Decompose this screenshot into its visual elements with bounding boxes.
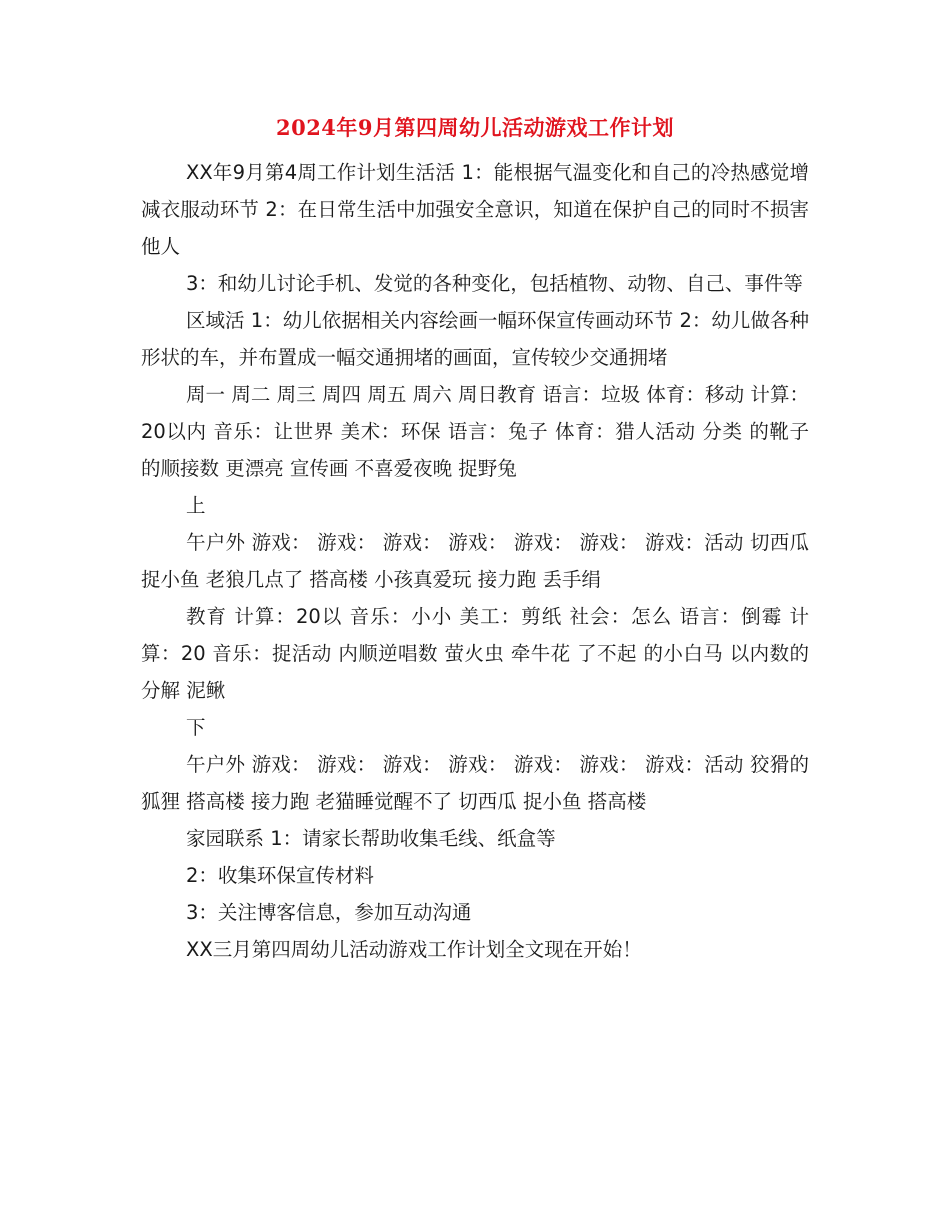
paragraph: 午户外 游戏： 游戏： 游戏： 游戏： 游戏： 游戏： 游戏：活动 狡猾的狐狸 搭高楼 接力跑 老猫睡觉醒不了 切西瓜 捉小鱼 搭高楼 [141,753,809,813]
paragraph: 午户外 游戏： 游戏： 游戏： 游戏： 游戏： 游戏： 游戏：活动 切西瓜 捉小鱼 老狼几点了 搭高楼 小孩真爱玩 接力跑 丢手绢 [141,531,809,591]
document-title: 2024年9月第四周幼儿活动游戏工作计划 [275,115,675,140]
paragraph: 家园联系 1：请家长帮助收集毛线、纸盒等 [186,827,556,850]
paragraph: 区域活 1：幼儿依据相关内容绘画一幅环保宣传画动环节 2：幼儿做各种形状的车，并布置成一幅交通拥堵的画面，宣传较少交通拥堵 [141,309,809,369]
paragraph: 2：收集环保宣传材料 [186,864,374,887]
document-body [141,154,809,968]
paragraph: 下 [186,716,206,739]
paragraph: XX年9月第4周工作计划生活活 1：能根据气温变化和自己的冷热感觉增减衣服动环节 2：在日常生活中加强安全意识，知道在保护自己的同时不损害他人 [141,161,809,258]
paragraph: 3：和幼儿讨论手机、发觉的各种变化，包括植物、动物、自己、事件等 [186,272,803,295]
paragraph: 教育 计算：20以 音乐：小小 美工：剪纸 社会：怎么 语言：倒霉 计算：20 音乐：捉活动 内顺逆唱数 萤火虫 牵牛花 了不起 的小白马 以内数的分解 泥鳅 [141,605,809,702]
paragraph: 周一 周二 周三 周四 周五 周六 周日教育 语言：垃圾 体育：移动 计算：20以内 音乐：让世界 美术：环保 语言：兔子 体育：猎人活动 分类 的靴子 的顺接数 更漂亮 宣传画 不喜爱夜晚 捉野兔 [141,383,809,480]
paragraph: XX三月第四周幼儿活动游戏工作计划全文现在开始！ [186,938,642,961]
paragraph: 上 [186,494,206,517]
paragraph: 3：关注博客信息，参加互动沟通 [186,901,472,924]
